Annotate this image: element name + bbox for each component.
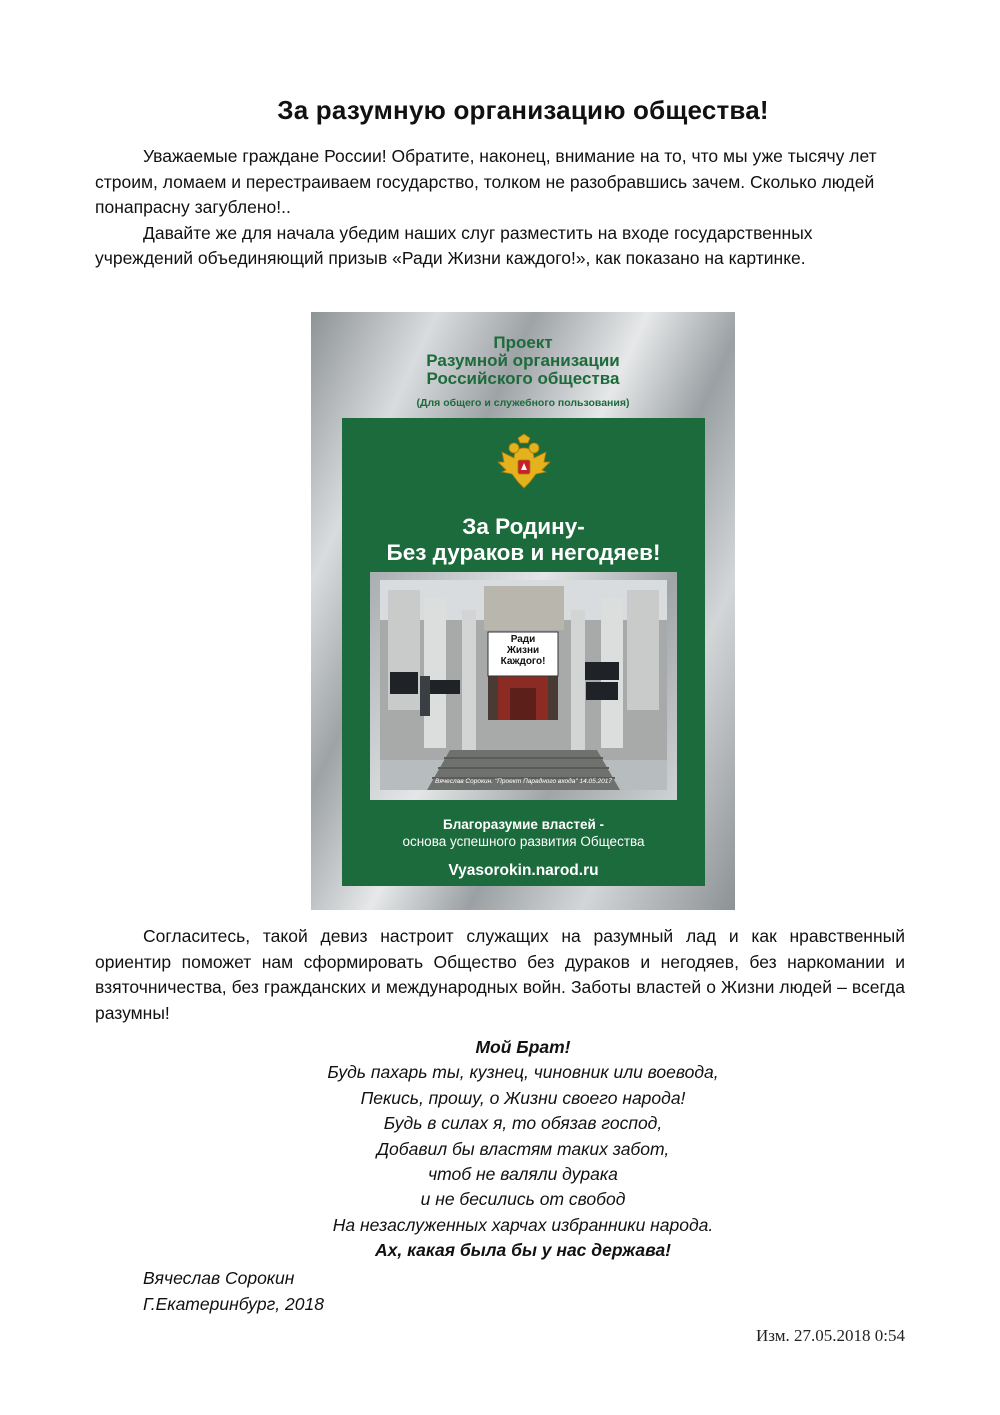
- poem-line: чтоб не валяли дурака: [428, 1164, 618, 1185]
- poster-motto: [342, 816, 705, 850]
- poster-green-panel: [342, 418, 705, 886]
- building-entrance-photo: [380, 580, 667, 790]
- poem-closing: Ах, какая была бы у нас держава!: [374, 1240, 672, 1261]
- poem-line: Пекись, прошу, о Жизни своего народа!: [360, 1087, 686, 1108]
- entrance-sign-line-3: Каждого!: [500, 656, 546, 667]
- signature-place-year: Г.Екатеринбург, 2018: [143, 1294, 324, 1314]
- poem-line: Будь пахарь ты, кузнец, чиновник или воевода,: [327, 1062, 719, 1083]
- page-title: За разумную организацию общества!: [277, 95, 769, 125]
- photo-caption: Вячеслав Сорокин. "Проект Парадного входа" 14.05.2017: [434, 778, 612, 785]
- poem-title: Мой Брат!: [475, 1037, 571, 1057]
- poem-line: Добавил бы властям таких забот,: [376, 1138, 670, 1159]
- building-entrance-illustration: [380, 580, 667, 790]
- poem-line: и не бесились от свобод: [420, 1189, 626, 1210]
- poster-header-line-1: Проект: [493, 333, 553, 352]
- entrance-sign-line-2: Жизни: [506, 645, 540, 656]
- intro-paragraph-2: Давайте же для начала убедим наших слуг разместить на входе государственных учреждений объединяющий призыв «Ради Жизни каждого!», как показано на картинке.: [95, 222, 813, 268]
- poem-line: Будь в силах я, то обязав господ,: [383, 1113, 663, 1134]
- poster-motto-line-2: основа успешного развития Общества: [402, 834, 645, 849]
- poster-motto-line-1: Благоразумие властей -: [442, 817, 605, 832]
- conclusion-paragraph: Согласитесь, такой девиз настроит служащих на разумный лад и как нравственный ориентир поможет нам сформировать Общество без дураков и негодяев, без наркомании и взяточничества, без гражданских и международных войн. Заботы властей о Жизни людей – всегда разумны!: [95, 926, 905, 1023]
- poster-slogan-line-1: За Родину-: [462, 514, 585, 539]
- double-headed-eagle-icon: [492, 432, 556, 496]
- poster-slogan-line-2: Без дураков и негодяев!: [386, 540, 661, 565]
- entrance-sign-line-1: Ради: [510, 634, 536, 645]
- poster-website: Vyasorokin.narod.ru: [448, 862, 599, 879]
- poster-slogan: [342, 514, 705, 566]
- intro-text: [95, 144, 905, 272]
- poster-header-line-2: Разумной организации: [426, 351, 620, 370]
- poster-image: [311, 312, 735, 910]
- poem: [0, 1035, 1000, 1264]
- signature-author: Вячеслав Сорокин: [143, 1268, 295, 1288]
- poster-photo-frame: [370, 572, 677, 800]
- modified-timestamp: Изм. 27.05.2018 0:54: [756, 1326, 905, 1345]
- signature: [143, 1265, 324, 1317]
- poster-header-line-3: Российского общества: [426, 369, 620, 388]
- intro-paragraph-1: Уважаемые граждане России! Обратите, наконец, внимание на то, что мы уже тысячу лет строим, ломаем и перестраиваем государство, толком не разобравшись зачем. Сколько людей понапрасну загублено!..: [95, 146, 877, 217]
- poem-line: На незаслуженных харчах избранники народа.: [332, 1214, 714, 1235]
- poster-header: [311, 334, 735, 412]
- poster-header-subtitle: (Для общего и служебного пользования): [416, 397, 630, 409]
- entrance-sign: [488, 634, 558, 667]
